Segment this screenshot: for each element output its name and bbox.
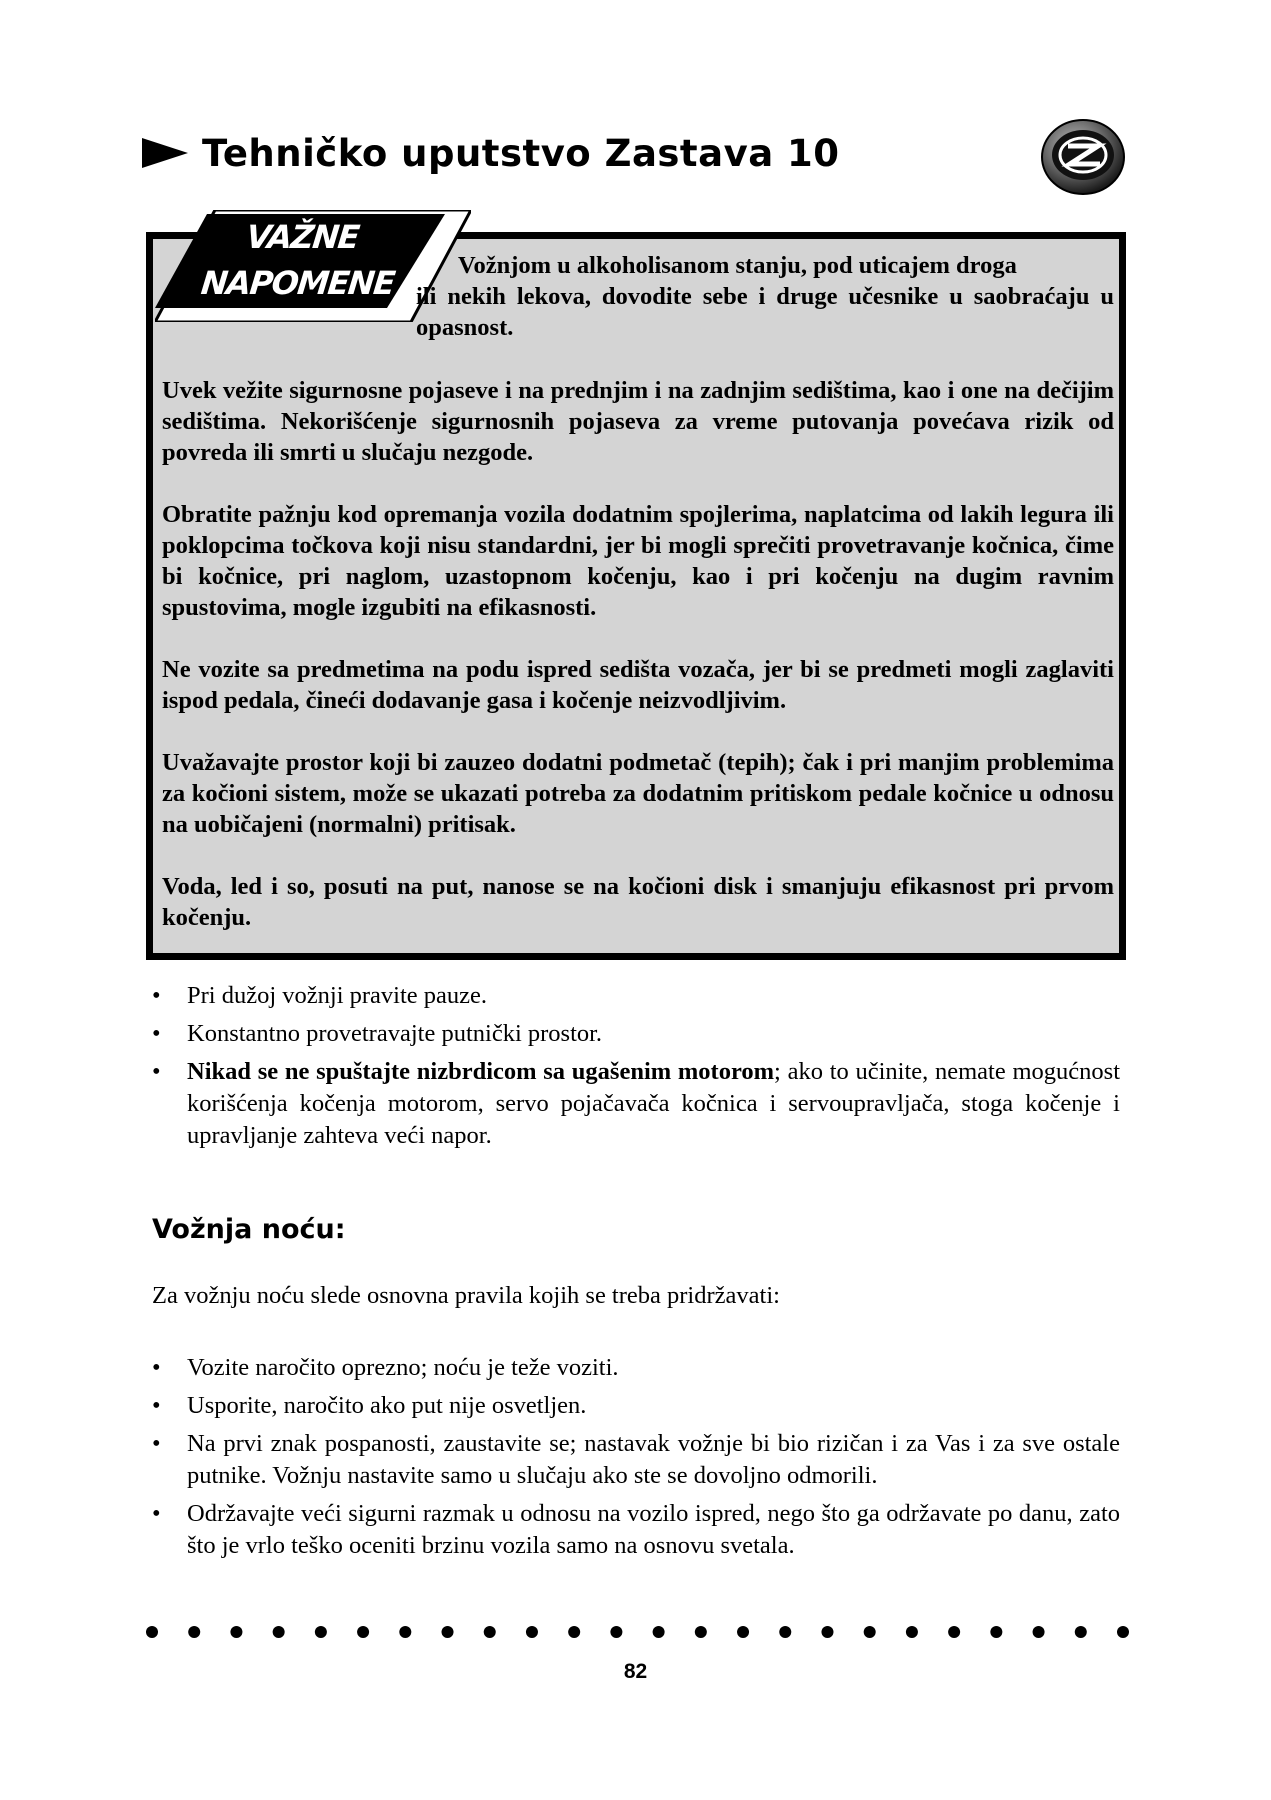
notice-first-lead: Vožnjom u alkoholisanom stanju, pod uticajem droga <box>458 252 1017 279</box>
divider-dot <box>526 1626 538 1638</box>
divider-dot <box>484 1626 496 1638</box>
divider-dot <box>948 1626 960 1638</box>
dotted-divider <box>140 1620 1135 1644</box>
tips-list <box>150 980 1120 1158</box>
notice-tag-label <box>185 214 415 306</box>
notice-paragraph: Voda, led i so, posuti na put, nanose se na kočioni disk i smanjuju efikasnost pri prvom kočenju. <box>162 873 1114 931</box>
page-title: Tehničko uputstvo Zastava 10 <box>202 132 840 175</box>
list-item-text: Održavajte veći sigurni razmak u odnosu na vozilo ispred, nego što ga održavate po danu, zato što je vrlo teško oceniti brzinu vozila samo na osnovu svetala. <box>187 1500 1120 1559</box>
notice-paragraph: Uvek vežite sigurnosne pojaseve i na prednjim i na zadnjim sedištima, kao i one na dečijim sedištima. Nekorišćenje sigurnosnih pojaseva za vreme putovanja povećava rizik od povreda ili smrti u slučaju nezgode. <box>162 377 1114 466</box>
list-item <box>150 1352 1120 1384</box>
bullet-icon: • <box>152 1500 161 1527</box>
list-item <box>150 980 1120 1012</box>
section-heading: Vožnja noću: <box>152 1214 346 1245</box>
notice-tag-line1: VAŽNE <box>244 218 361 256</box>
list-item <box>150 1428 1120 1492</box>
divider-dot <box>610 1626 622 1638</box>
notice-tag-line2: NAPOMENE <box>199 264 396 302</box>
divider-dot <box>779 1626 791 1638</box>
notice-first-rest: ili nekih lekova, dovodite sebe i druge učesnike u saobraćaju u opasnost. <box>416 283 1114 341</box>
divider-dot <box>146 1626 158 1638</box>
divider-dot <box>1033 1626 1045 1638</box>
notice-paragraph: Obratite pažnju kod opremanja vozila dodatnim spojlerima, naplatcima od lakih legura ili poklopcima točkova koji nisu standardni, jer bi mogli sprečiti provetravanje kočnica, čime bi kočnice, pri naglom, uzastopnom kočenju, kao i pri kočenju na dugim ravnim spustovima, mogle izgubiti na efikasnosti. <box>162 501 1114 621</box>
list-item-bold-text: Nikad se ne spuštajte nizbrdicom sa ugašenim motorom <box>187 1058 775 1085</box>
divider-dot <box>273 1626 285 1638</box>
divider-dot <box>653 1626 665 1638</box>
list-item-text: Usporite, naročito ako put nije osvetljen. <box>187 1392 587 1419</box>
bullet-icon: • <box>152 1392 161 1419</box>
divider-dot <box>1075 1626 1087 1638</box>
divider-dot <box>906 1626 918 1638</box>
night-driving-list <box>150 1352 1120 1568</box>
bullet-icon: • <box>152 982 161 1009</box>
bullet-icon: • <box>152 1430 161 1457</box>
list-item <box>150 1018 1120 1050</box>
notice-first-paragraph <box>416 250 1114 343</box>
divider-dot <box>568 1626 580 1638</box>
divider-dot <box>737 1626 749 1638</box>
divider-dot <box>188 1626 200 1638</box>
section-intro: Za vožnju noću slede osnovna pravila kojih se treba pridržavati: <box>152 1282 780 1309</box>
zastava-logo <box>1040 118 1126 196</box>
divider-dot <box>357 1626 369 1638</box>
list-item <box>150 1498 1120 1562</box>
notice-paragraphs <box>162 375 1114 964</box>
arrow-right-icon <box>142 138 188 168</box>
list-item-text: Na prvi znak pospanosti, zaustavite se; nastavak vožnje bi bio rizičan i za Vas i za sve ostale putnike. Vožnju nastavite samo u slučaju ako ste se dovoljno odmorili. <box>187 1430 1120 1489</box>
list-item-text: Pri dužoj vožnji pravite pauze. <box>187 982 488 1009</box>
notice-paragraph: Ne vozite sa predmetima na podu ispred sedišta vozača, jer bi se predmeti mogli zaglaviti ispod pedala, čineći dodavanje gasa i kočenje neizvodljivim. <box>162 656 1114 714</box>
list-item <box>150 1390 1120 1422</box>
list-item-text: ; ako to učinite, nemate mogućnost korišćenja kočenja motorom, servo pojačavača kočnica i servoupravljača, stoga kočenje i upravljanje zahteva veći napor. <box>187 1058 1120 1149</box>
divider-dot <box>230 1626 242 1638</box>
divider-dot <box>990 1626 1002 1638</box>
list-item-text: Vozite naročito oprezno; noću je teže voziti. <box>187 1354 619 1381</box>
divider-dot <box>864 1626 876 1638</box>
divider-dot <box>821 1626 833 1638</box>
list-item <box>150 1056 1120 1152</box>
divider-dot <box>695 1626 707 1638</box>
page-header <box>142 134 1132 194</box>
page-number: 82 <box>623 1660 648 1683</box>
divider-dot <box>315 1626 327 1638</box>
bullet-icon: • <box>152 1058 161 1085</box>
list-item-text: Konstantno provetravajte putnički prostor. <box>187 1020 603 1047</box>
notice-paragraph: Uvažavajte prostor koji bi zauzeo dodatni podmetač (tepih); čak i pri manjim problemima za kočioni sistem, može se ukazati potreba za dodatnim pritiskom pedale kočnice u odnosu na uobičajeni (normalni) pritisak. <box>162 749 1114 838</box>
divider-dot <box>399 1626 411 1638</box>
bullet-icon: • <box>152 1020 161 1047</box>
divider-dot <box>442 1626 454 1638</box>
divider-dot <box>1117 1626 1129 1638</box>
bullet-icon: • <box>152 1354 161 1381</box>
